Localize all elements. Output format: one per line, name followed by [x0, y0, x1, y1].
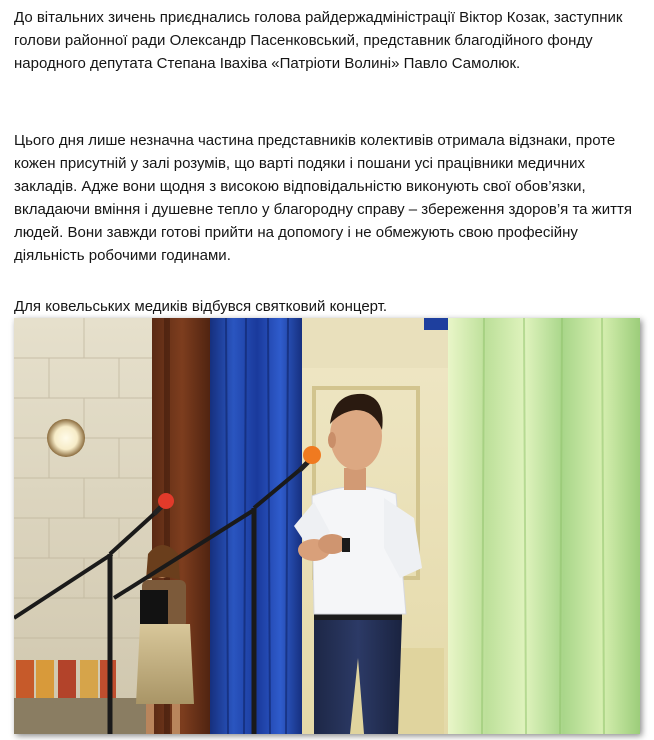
paragraph-awards: Цього дня лише незначна частина представників колективів отримала відзнаки, проте кожен присутній у залі розумів, що варті подяки і пошани усі працівники медичних закладів. Адже вони щодня з високою відповідальністю виконують свої обов’язки, вкладаючи вміння і душевне тепло у благородну справу – збереження здоров’я та життя людей. Вони завжди готові прийти на допомогу і не обмежують свою професійну діяльність робочими годинами. — [14, 132, 632, 264]
paragraph-concert: Для ковельських медиків відбувся святковий концерт. — [14, 298, 388, 315]
wall-lamp-icon — [47, 419, 85, 457]
left-microphone-icon — [158, 493, 174, 509]
event-photo — [14, 318, 640, 734]
event-photo-illustration — [14, 318, 640, 734]
right-microphone-icon — [303, 446, 321, 464]
paragraph-greetings: До вітальних зичень приєднались голова райдержадміністрації Віктор Козак, заступник голови районної ради Олександр Пасенковський, представник благодійного фонду народного депутата Степана Івахіва «Патріоти Волині» Павло Самолюк. — [14, 9, 623, 72]
